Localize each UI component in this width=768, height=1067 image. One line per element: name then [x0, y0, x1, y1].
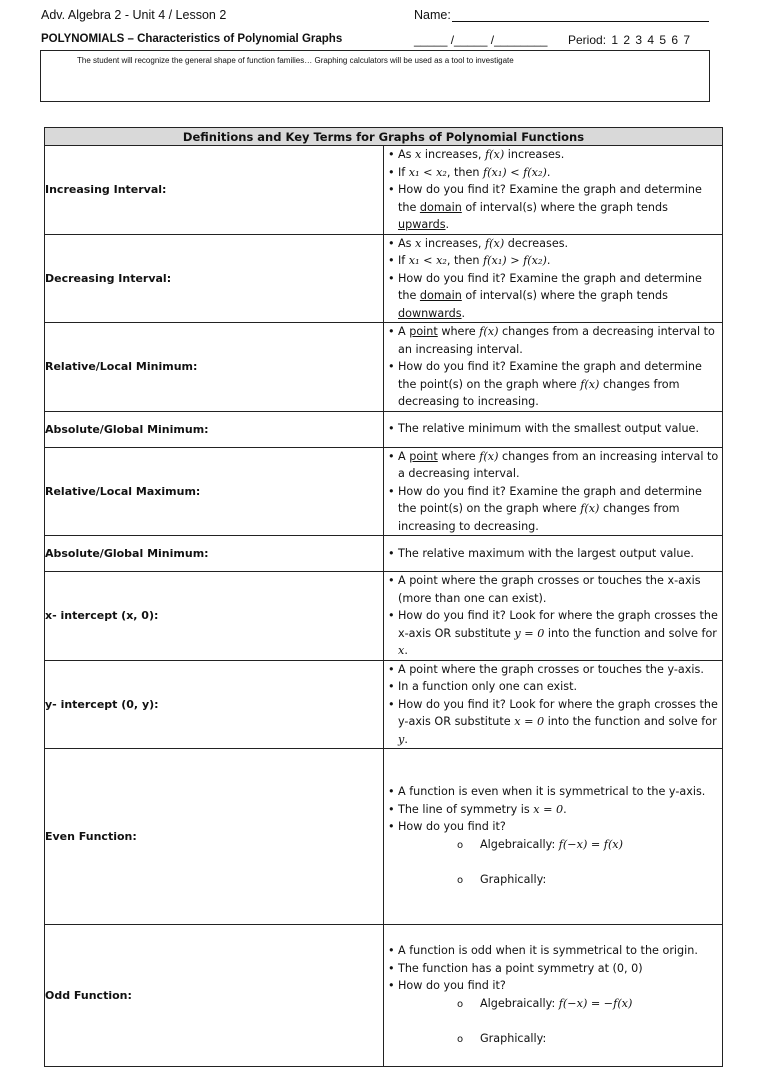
definition-increasing: [384, 146, 723, 235]
bullet-item: • A point where f(x) changes from a decreasing interval to an increasing interval.: [384, 323, 722, 358]
sub-item-graphically: o Graphically:: [384, 1030, 722, 1049]
term-relative-maximum: Relative/Local Maximum:: [45, 447, 384, 536]
definition-x-intercept: [384, 572, 723, 661]
definition-relative-minimum: [384, 323, 723, 412]
table-heading-row: [45, 128, 723, 146]
term-increasing: Increasing Interval:: [45, 146, 384, 235]
table-row: [45, 572, 723, 661]
bullet-item: • How do you find it?: [384, 818, 722, 836]
table-row: [45, 234, 723, 323]
bullet-item: • How do you find it? Examine the graph and determine the point(s) on the graph where f(x) changes from decreasing to increasing.: [384, 358, 722, 411]
sub-item-graphically: o Graphically:: [384, 871, 722, 890]
bullet-item: • The relative maximum with the largest output value.: [384, 545, 722, 563]
definition-decreasing: [384, 234, 723, 323]
bullet-item: • A point where f(x) changes from an increasing interval to a decreasing interval.: [384, 448, 722, 483]
name-blank-line: [452, 21, 709, 22]
circle-bullet-icon: o: [457, 875, 464, 887]
term-absolute-minimum: Absolute/Global Minimum:: [45, 411, 384, 447]
bullet-item: • How do you find it? Examine the graph and determine the domain of interval(s) where the graph tends upwards.: [384, 181, 722, 234]
bullet-item: • How do you find it? Look for where the graph crosses the x-axis OR substitute y = 0 into the function and solve for x.: [384, 607, 722, 660]
bullet-item: • The relative minimum with the smallest output value.: [384, 420, 722, 438]
term-even-function: Even Function:: [45, 749, 384, 925]
definition-absolute-maximum: [384, 536, 723, 572]
bullet-item: • As x increases, f(x) increases.: [384, 146, 722, 164]
bullet-item: • As x increases, f(x) decreases.: [384, 235, 722, 253]
objective-box: [40, 50, 710, 102]
bullet-item: • The function has a point symmetry at (0, 0): [384, 960, 722, 978]
bullet-item: • How do you find it? Examine the graph and determine the domain of interval(s) where the graph tends downwards.: [384, 270, 722, 323]
table-row: [45, 925, 723, 1067]
term-relative-minimum: Relative/Local Minimum:: [45, 323, 384, 412]
bullet-item: • In a function only one can exist.: [384, 678, 722, 696]
bullet-item: • If x₁ < x₂, then f(x₁) > f(x₂).: [384, 252, 722, 270]
table-row: [45, 323, 723, 412]
bullet-item: • If x₁ < x₂, then f(x₁) < f(x₂).: [384, 164, 722, 182]
bullet-item: • A function is odd when it is symmetrical to the origin.: [384, 942, 722, 960]
circle-bullet-icon: o: [457, 998, 464, 1010]
date-blanks: _____ /_____ /________: [414, 33, 548, 47]
term-odd-function: Odd Function:: [45, 925, 384, 1067]
bullet-item: • How do you find it? Examine the graph and determine the point(s) on the graph where f(x) changes from increasing to decreasing.: [384, 483, 722, 536]
term-y-intercept: y- intercept (0, y):: [45, 660, 384, 749]
circle-bullet-icon: o: [457, 839, 464, 851]
bullet-item: • A point where the graph crosses or touches the x-axis (more than one can exist).: [384, 572, 722, 607]
definitions-table: [44, 127, 723, 1067]
bullet-item: • How do you find it? Look for where the graph crosses the y-axis OR substitute x = 0 into the function and solve for y.: [384, 696, 722, 749]
table-row: [45, 749, 723, 925]
objective-text: The student will recognize the general shape of function families… Graphing calculators will be used as a tool to investigate: [77, 56, 514, 65]
term-absolute-maximum: Absolute/Global Minimum:: [45, 536, 384, 572]
table-row: [45, 146, 723, 235]
course-label: Adv. Algebra 2 - Unit 4 / Lesson 2: [41, 8, 227, 22]
bullet-item: • How do you find it?: [384, 977, 722, 995]
sub-item-algebraically: o Algebraically: f(−x) = −f(x): [384, 995, 722, 1014]
definition-relative-maximum: [384, 447, 723, 536]
term-decreasing: Decreasing Interval:: [45, 234, 384, 323]
definition-absolute-minimum: [384, 411, 723, 447]
term-x-intercept: x- intercept (x, 0):: [45, 572, 384, 661]
table-heading: Definitions and Key Terms for Graphs of Polynomial Functions: [45, 128, 723, 146]
bullet-item: • A function is even when it is symmetrical to the y-axis.: [384, 783, 722, 801]
definition-odd-function: [384, 925, 723, 1067]
circle-bullet-icon: o: [457, 1034, 464, 1046]
name-label: Name:: [414, 8, 451, 22]
sub-item-algebraically: o Algebraically: f(−x) = f(x): [384, 836, 722, 855]
period-selector: Period: 1 2 3 4 5 6 7: [568, 33, 691, 47]
table-row: [45, 447, 723, 536]
bullet-item: • A point where the graph crosses or touches the y-axis.: [384, 661, 722, 679]
definition-even-function: [384, 749, 723, 925]
table-row: [45, 411, 723, 447]
table-row: [45, 660, 723, 749]
definition-y-intercept: [384, 660, 723, 749]
table-row: [45, 536, 723, 572]
worksheet-title: POLYNOMIALS – Characteristics of Polynomial Graphs: [41, 33, 343, 45]
bullet-item: • The line of symmetry is x = 0.: [384, 801, 722, 819]
